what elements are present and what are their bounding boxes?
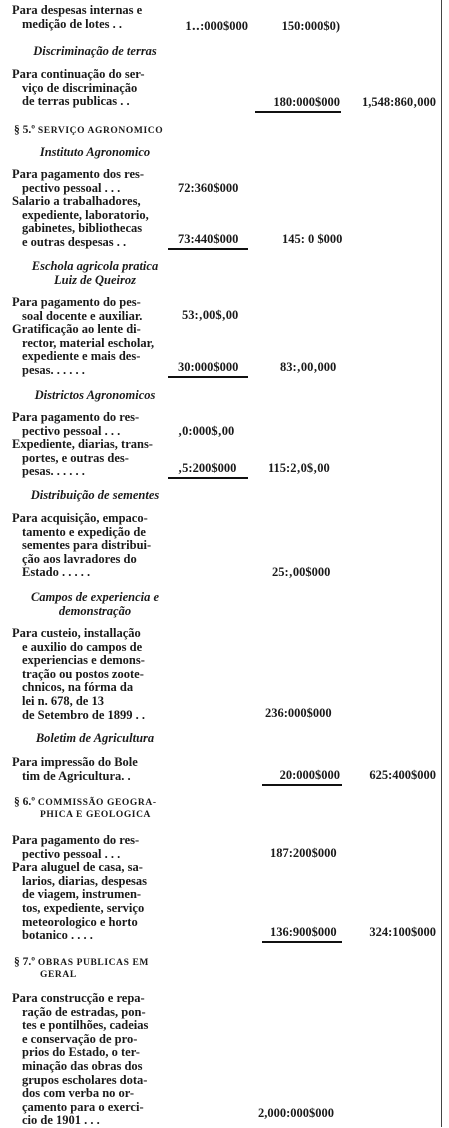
text-line: meteorologico e horto bbox=[22, 914, 138, 929]
text-line: Para construcção e repa- bbox=[12, 991, 145, 1005]
text-line: portes, e outras des- bbox=[22, 450, 129, 465]
amount: 1‥:000$000 bbox=[185, 19, 248, 33]
right-column-rule bbox=[441, 0, 442, 1127]
underline-rule bbox=[262, 941, 342, 943]
subheading: Eschola agricola pratica Luiz de Queiroz bbox=[31, 259, 159, 287]
text-line: cio de 1901 . . . bbox=[22, 1113, 100, 1128]
amount: 145: 0 $000 bbox=[282, 232, 343, 246]
text-line: chnicos, na fórma da bbox=[22, 680, 134, 695]
item-boletim bbox=[12, 756, 170, 783]
text-line: grupos escholares dota- bbox=[22, 1072, 148, 1087]
text-line: ção aos lavradores do bbox=[22, 551, 137, 566]
text-line: Expediente, diarias, trans- bbox=[12, 437, 153, 452]
text-line: lei n. 678, de 13 bbox=[22, 693, 104, 708]
text-line: tim de Agricultura. . bbox=[22, 768, 131, 783]
text-line: pesas. . . . . . bbox=[22, 362, 85, 377]
text-line: larios, diarias, despesas bbox=[22, 873, 148, 888]
text-line: dos com verba no or- bbox=[22, 1086, 135, 1101]
text-line: pectivo pessoal . . . bbox=[22, 423, 121, 438]
section-heading: § 5.º SERVIÇO AGRONOMICO bbox=[14, 124, 164, 136]
text-line: de viagem, instrumen- bbox=[22, 887, 142, 902]
text-line: rector, material escholar, bbox=[22, 335, 155, 350]
text-line: e auxilio do campos de bbox=[22, 639, 143, 654]
text-line: soal docente e auxiliar. bbox=[22, 308, 143, 323]
amount: 115:2‚0$‚00 bbox=[268, 461, 330, 475]
text-line: de Setembro de 1899 . . bbox=[22, 707, 146, 722]
total-amount: 625:400$000 bbox=[369, 768, 436, 782]
item-eschola bbox=[12, 296, 170, 378]
section-heading-cont: PHICA E GEOLOGICA bbox=[40, 810, 152, 820]
text-line: Para continuação do ser- bbox=[12, 67, 145, 81]
text-line: tos, expediente, serviço bbox=[22, 900, 145, 915]
text-line: expediente, laboratorio, bbox=[22, 207, 149, 222]
text-line: Para custeio, installação bbox=[12, 626, 141, 640]
subheading: Instituto Agronomico bbox=[39, 145, 151, 159]
item-obras-publicas bbox=[12, 992, 170, 1128]
text-line: medição de lotes . . bbox=[22, 16, 122, 31]
underline-rule bbox=[168, 248, 248, 250]
text-line: Estado . . . . . bbox=[22, 565, 91, 580]
subheading: Districtos Agronomicos bbox=[34, 388, 156, 402]
underline-rule bbox=[262, 784, 342, 786]
subheading: Campos de experiencia e demonstração bbox=[30, 590, 160, 618]
text-line: gabinetes, bibliothecas bbox=[22, 221, 143, 236]
item-discriminacao bbox=[12, 68, 170, 109]
text-line: minação das obras dos bbox=[22, 1058, 143, 1073]
amount: 180:000$000 bbox=[273, 95, 340, 109]
amount: ‚0:000$‚00 bbox=[178, 424, 235, 438]
item-despesas-internas bbox=[12, 4, 170, 31]
text-line: tamento e expedição de bbox=[22, 524, 146, 539]
text-line: Salario a trabalhadores, bbox=[12, 194, 141, 209]
amount: 136:900$000 bbox=[270, 925, 337, 939]
amount: 2,000:000$000 bbox=[258, 1106, 335, 1120]
amount: 53:‚00$‚00 bbox=[182, 308, 239, 322]
item-distribuicao bbox=[12, 512, 170, 580]
text-line: Para impressão do Bole bbox=[12, 755, 138, 769]
amount: 187:200$000 bbox=[270, 846, 337, 860]
subheading: Boletim de Agricultura bbox=[35, 731, 155, 745]
text-line: Para acquisição, empaco- bbox=[12, 511, 148, 525]
text-line: Para pagamento do pes- bbox=[12, 295, 141, 309]
amount: 83:‚00‚000 bbox=[280, 360, 337, 374]
section-heading-cont: GERAL bbox=[40, 970, 77, 980]
underline-rule bbox=[255, 111, 341, 113]
amount: 236:000$000 bbox=[265, 706, 332, 720]
text-line: expediente e mais des- bbox=[22, 349, 141, 364]
text-line: tes e pontilhões, cadeias bbox=[22, 1018, 149, 1033]
text-line: viço de discriminação bbox=[22, 80, 138, 95]
text-line: Para pagamento dos res- bbox=[12, 167, 145, 181]
amount: 20:000$000 bbox=[279, 768, 340, 782]
text-line: çamento para o exerci- bbox=[22, 1099, 144, 1114]
text-line: Gratificação ao lente di- bbox=[12, 322, 141, 337]
subheading: Distribuição de sementes bbox=[30, 488, 160, 502]
text-line: Para despesas internas e bbox=[12, 3, 143, 17]
text-line: pectivo pessoal . . . bbox=[22, 846, 121, 861]
item-instituto bbox=[12, 168, 170, 250]
section-heading: § 7.º OBRAS PUBLICAS EM bbox=[14, 956, 149, 968]
amount: ‚5:200$000 bbox=[178, 461, 237, 475]
text-line: e conservação de pro- bbox=[22, 1031, 138, 1046]
text-line: botanico . . . . bbox=[22, 928, 93, 943]
item-commissao bbox=[12, 834, 170, 943]
text-line: Para pagamento do res- bbox=[12, 833, 140, 847]
subheading: Discriminação de terras bbox=[33, 44, 157, 58]
text-line: de terras publicas . . bbox=[22, 94, 130, 109]
amount: 72:360$000 bbox=[178, 181, 239, 195]
text-line: tração ou postos zoote- bbox=[22, 666, 144, 681]
underline-rule bbox=[168, 477, 248, 479]
total-amount: 324:100$000 bbox=[369, 925, 436, 939]
amount: 73:440$000 bbox=[178, 232, 239, 246]
amount: 30:000$000 bbox=[178, 360, 239, 374]
text-line: e outras despesas . . bbox=[22, 234, 127, 249]
text-line: Para aluguel de casa, sa- bbox=[12, 860, 143, 875]
text-line: prios do Estado, o ter- bbox=[22, 1045, 140, 1060]
total-amount: 1,548:860‚000 bbox=[362, 95, 436, 109]
text-line: Para pagamento do res- bbox=[12, 410, 140, 424]
text-line: pesas. . . . . . bbox=[22, 464, 85, 479]
text-line: experiencias e demons- bbox=[22, 653, 145, 668]
underline-rule bbox=[168, 376, 248, 378]
section-heading: § 6.º COMMISSÃO GEOGRA- bbox=[14, 796, 157, 808]
text-line: pectivo pessoal . . . bbox=[22, 180, 121, 195]
amount: 25:‚00$000 bbox=[272, 565, 331, 579]
amount: 150:000$0) bbox=[281, 19, 340, 33]
item-districtos bbox=[12, 411, 170, 479]
text-line: ração de estradas, pon- bbox=[22, 1004, 146, 1019]
text-line: sementes para distribui- bbox=[22, 538, 152, 553]
item-campos bbox=[12, 627, 170, 722]
